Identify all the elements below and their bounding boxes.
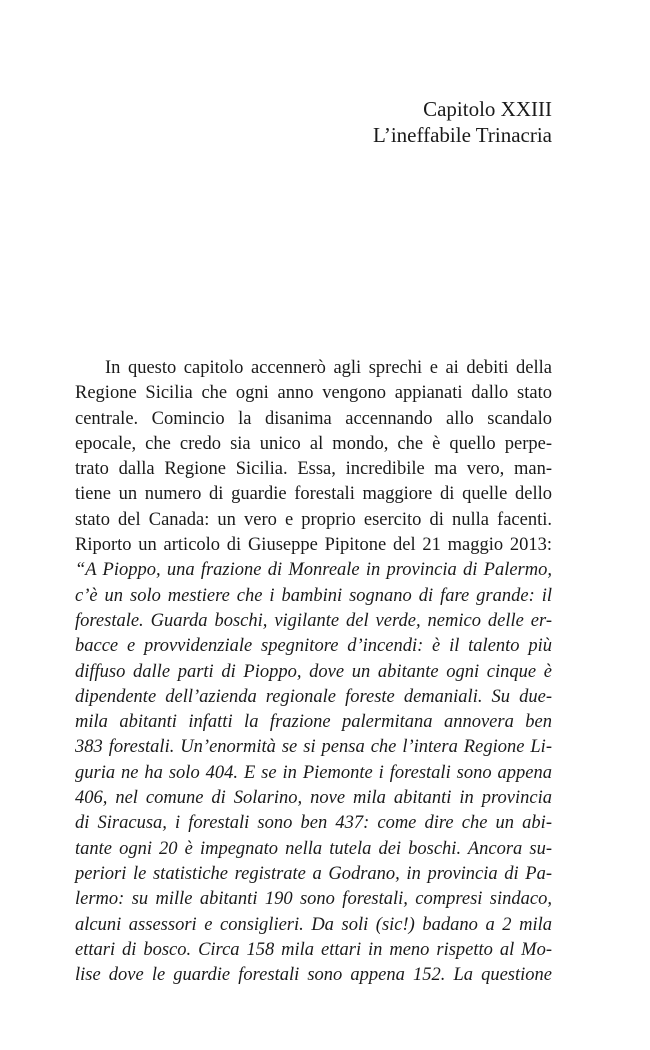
quote-line: diffuso dalle parti di Pioppo, dove un abitante ogni cinque è [75,661,552,682]
quote-line: “A Pioppo, una frazione di Monreale in provincia di Palermo, [75,560,552,581]
chapter-heading [373,96,552,148]
quote-line: di Siracusa, i forestali sono ben 437: come dire che un abi- [75,813,552,834]
body-paragraph [75,356,552,988]
quote-line: mila abitanti infatti la frazione palermitana annovera ben [75,712,552,733]
chapter-number: Capitolo XXIII [423,97,552,121]
text-line: Riporto un articolo di Giuseppe Pipitone del 21 maggio 2013: [75,535,552,556]
quote-line: 406, nel comune di Solarino, nove mila abitanti in provincia [75,788,552,809]
quote-line: forestale. Guarda boschi, vigilante del verde, nemico delle er- [75,610,552,631]
quote-line: tante ogni 20 è impegnato nella tutela dei boschi. Ancora su- [75,838,552,859]
text-line: tiene un numero di guardie forestali maggiore di quelle dello [75,484,552,505]
text-line: centrale. Comincio la disanima accennando allo scandalo [75,408,552,429]
quote-line: guria ne ha solo 404. E se in Piemonte i forestali sono appena [75,762,552,783]
text-line: In questo capitolo accennerò agli sprechi e ai debiti della [105,358,552,378]
quote-line: c’è un solo mestiere che i bambini sognano di fare grande: il [75,585,552,606]
text-line: Regione Sicilia che ogni anno vengono appianati dallo stato [75,383,552,404]
quote-line: dipendente dell’azienda regionale foreste demaniali. Su due- [75,686,552,707]
text-line: trato dalla Regione Sicilia. Essa, incredibile ma vero, man- [75,459,552,480]
quote-line: alcuni assessori e consiglieri. Da soli (sic!) badano a 2 mila [75,914,552,935]
quote-line: 383 forestali. Un’enormità se si pensa che l’intera Regione Li- [75,737,552,758]
text-line: epocale, che credo sia unico al mondo, che è quello perpe- [75,433,552,454]
chapter-title: L’ineffabile Trinacria [372,123,552,147]
quote-line: bacce e provvidenziale spegnitore d’incendi: è il talento più [75,636,552,657]
text-line: stato del Canada: un vero e proprio esercito di nulla facenti. [75,509,552,530]
quote-line: ettari di bosco. Circa 158 mila ettari in meno rispetto al Mo- [75,939,552,960]
quote-line: lermo: su mille abitanti 190 sono forestali, compresi sindaco, [75,889,552,910]
quote-line: lise dove le guardie forestali sono appena 152. La questione [75,965,552,986]
quote-line: periori le statistiche registrate a Godrano, in provincia di Pa- [75,863,552,884]
